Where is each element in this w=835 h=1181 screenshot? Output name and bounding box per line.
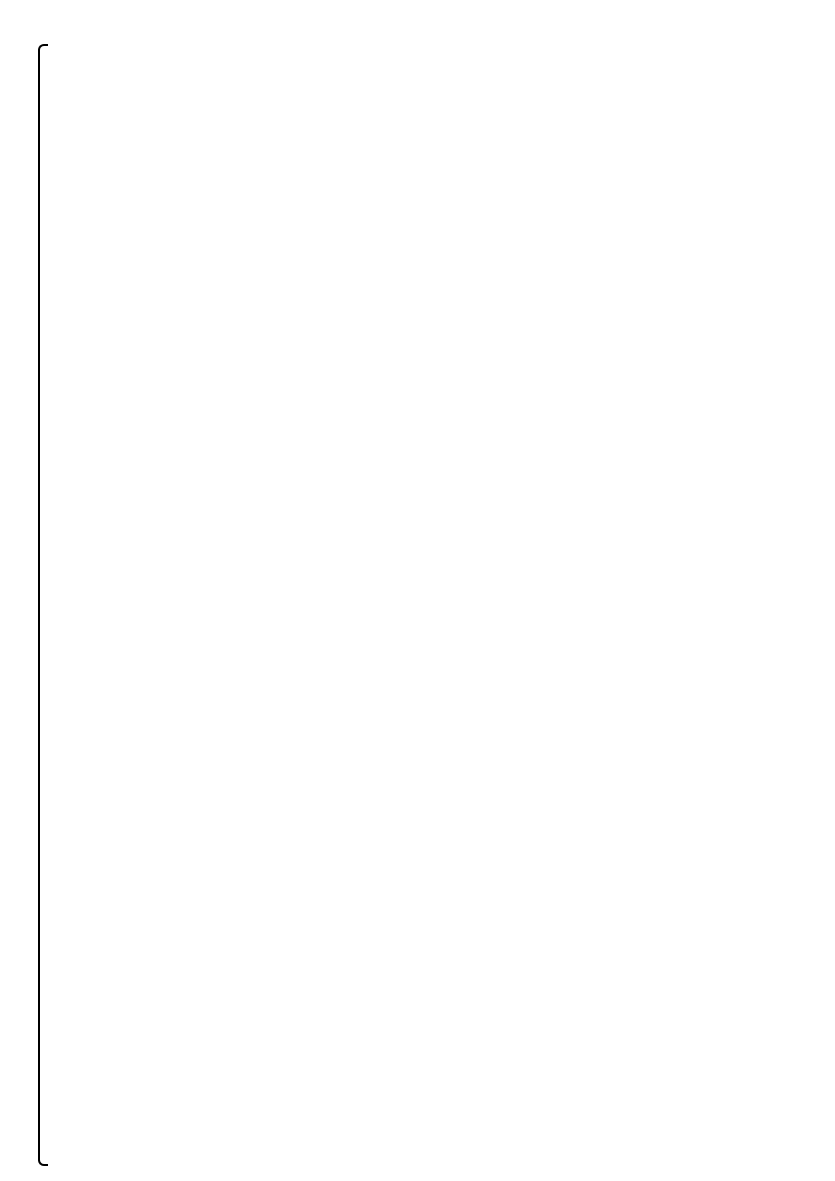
score-system <box>44 44 804 1166</box>
system-brace <box>38 44 48 1166</box>
